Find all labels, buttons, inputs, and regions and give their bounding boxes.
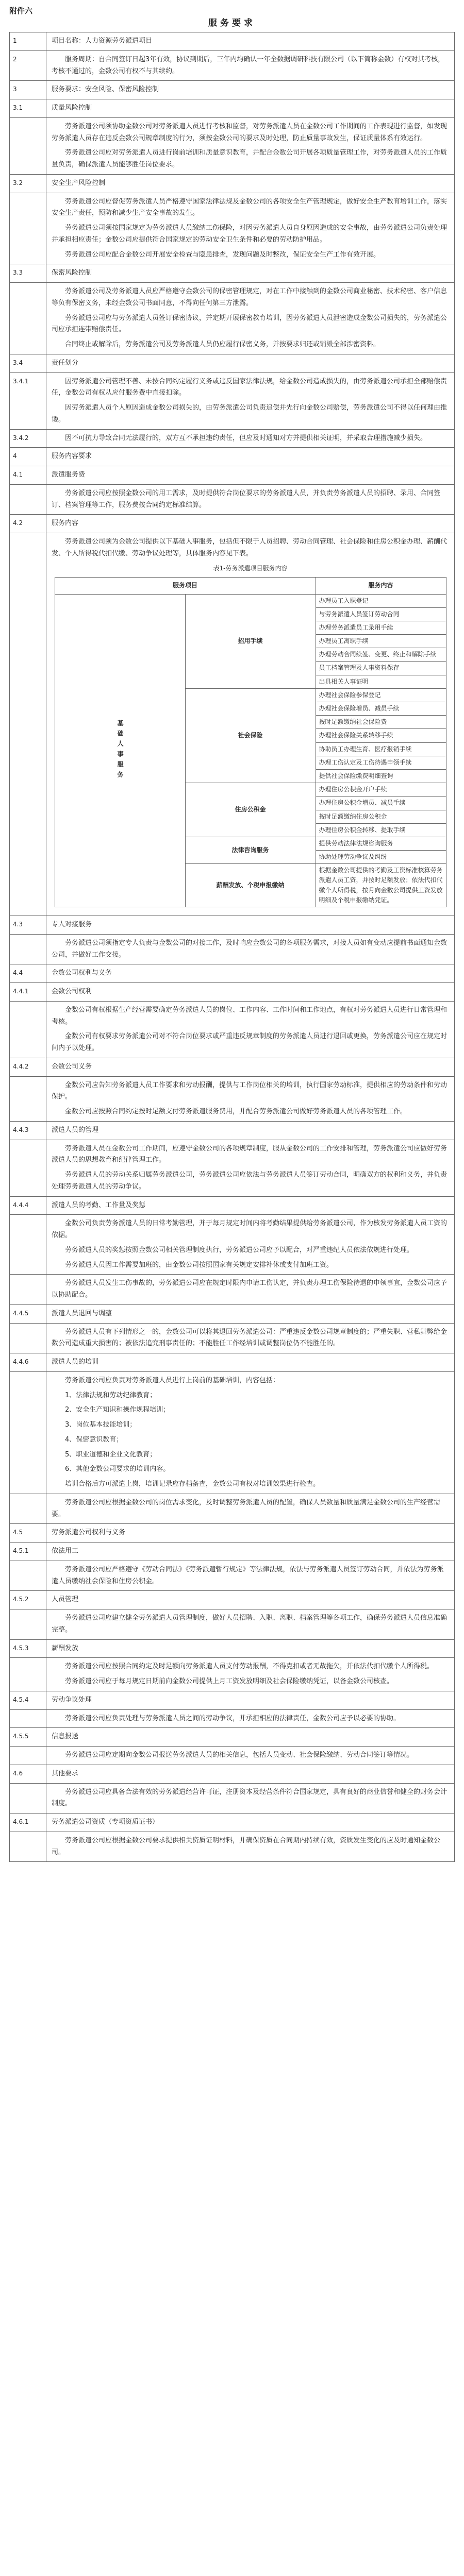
section-number: 3.2: [10, 174, 46, 193]
section-content: [46, 484, 455, 515]
section-content: [46, 1275, 455, 1305]
requirement-row: [10, 174, 455, 193]
section-heading: 派遣人员的管理: [52, 1126, 99, 1134]
paragraph: 劳务派遣公司应与劳务派遣人员签订保密协议，并定期开展保密教育培训，因劳务派遣人员泄密造成金数公司损失的，劳务派遣公司应承担连带赔偿责任。: [52, 314, 448, 334]
paragraph: 劳务派遣人员的劳动关系归属劳务派遣公司，劳务派遣公司应依法与劳务派遣人员签订劳动合同，明确双方的权利和义务，并负责处理劳务派遣人员的劳动争议。: [52, 1171, 448, 1191]
requirement-row: [10, 1076, 455, 1121]
section-content: [46, 1121, 455, 1140]
section-content: [46, 916, 455, 935]
section-content: [46, 117, 455, 174]
paragraph: 劳务派遣公司应按照金数公司的用工需求，及时提供符合岗位要求的劳务派遣人员，并负责劳务派遣人员的招聘、录用、合同签订、档案管理等工作，服务费按合同约定标准结算。: [52, 489, 441, 509]
section-number: 3.1: [10, 99, 46, 118]
requirement-row: [10, 1275, 455, 1305]
section-content: [46, 1196, 455, 1215]
section-heading: 服务内容要求: [52, 452, 92, 461]
section-content: [46, 1747, 455, 1765]
section-content: [46, 1658, 455, 1691]
requirement-row: [10, 916, 455, 935]
section-number: 4.5.2: [10, 1591, 46, 1609]
paragraph: 金数公司应按照合同约定按时足额支付劳务派遣服务费用，并配合劳务派遣公司做好劳务派遣人员的各项管理工作。: [65, 1108, 407, 1115]
requirement-row: [10, 448, 455, 466]
service-item: 办理社会保险参保登记: [316, 688, 446, 702]
requirement-row: [10, 1543, 455, 1561]
section-number: 3: [10, 81, 46, 99]
section-heading: 薪酬发放: [52, 1644, 79, 1652]
section-content: [46, 1140, 455, 1196]
requirement-row: [10, 1747, 455, 1765]
section-heading: 劳务派遣公司资质（专项资质证书）: [52, 1818, 159, 1826]
section-content: [46, 1765, 455, 1783]
section-heading: 金数公司义务: [52, 1062, 92, 1071]
requirement-row: [10, 50, 455, 81]
requirement-row: [10, 1323, 455, 1353]
requirement-row: [10, 81, 455, 99]
section-content: [46, 32, 455, 51]
section-heading: 项目名称：人力资源劳务派遣项目: [52, 37, 153, 45]
paragraph: 劳务派遣公司应根据金数公司要求提供相关资质证明材料，并确保资质在合同期内持续有效，资质发生变化的应及时通知金数公司。: [52, 1836, 441, 1856]
section-number: [10, 1709, 46, 1728]
requirement-row: [10, 1001, 455, 1058]
requirement-row: [10, 1215, 455, 1275]
paragraph: 劳务派遣公司应定期向金数公司报送劳务派遣人员的相关信息，包括人员变动、社会保险缴纳、劳动合同签订等情况。: [65, 1751, 414, 1759]
section-content: [46, 1215, 455, 1275]
requirement-row: [10, 354, 455, 372]
service-item: 提供社会保险缴费明细查询: [316, 769, 446, 783]
paragraph: 劳务派遣人员有下列情形之一的，金数公司可以将其退回劳务派遣公司：严重违反金数公司规章制度的；严重失职、营私舞弊给金数公司造成重大损害的；被依法追究刑事责任的；不能胜任工作经培训或调整岗位仍不能胜任的。: [52, 1328, 448, 1348]
requirement-row: [10, 983, 455, 1002]
section-content: [46, 1524, 455, 1543]
requirement-row: [10, 1691, 455, 1709]
column-header: 服务项目: [55, 577, 316, 594]
section-heading: 派遣人员退回与调整: [52, 1309, 112, 1317]
requirements-table: [9, 32, 455, 1862]
paragraph: 劳务派遣人员发生工伤事故的，劳务派遣公司应在规定时限内申请工伤认定，并负责办理工伤保险待遇的申领事宜，金数公司应予以协助配合。: [52, 1279, 448, 1299]
paragraph: 培训合格后方可派遣上岗，培训记录应存档备查，金数公司有权对培训效果进行检查。: [65, 1480, 320, 1488]
section-number: [10, 1494, 46, 1524]
requirement-row: [10, 1765, 455, 1783]
section-content: [46, 934, 455, 964]
requirement-row: [10, 1591, 455, 1609]
section-number: 4.4.3: [10, 1121, 46, 1140]
section-content: [46, 1639, 455, 1658]
section-heading: 派遣服务费: [52, 471, 86, 479]
requirement-row: [10, 1058, 455, 1076]
service-category: 住房公积金: [185, 783, 316, 837]
paragraph: 劳务派遣公司应具备合法有效的劳务派遣经营许可证，注册资本及经营条件符合国家规定，具有良好的商业信誉和健全的财务会计制度。: [52, 1788, 448, 1808]
requirement-row: [10, 99, 455, 118]
section-number: 4: [10, 448, 46, 466]
section-number: [10, 1609, 46, 1640]
paragraph: 劳务派遣公司应负责处理与劳务派遣人员之间的劳动争议，并承担相应的法律责任，金数公司应予以必要的协助。: [65, 1714, 401, 1722]
paragraph: 因劳务派遣人员个人原因造成金数公司损失的，由劳务派遣公司负责追偿并先行向金数公司赔偿，劳务派遣公司不得以任何理由推诿。: [52, 404, 448, 423]
section-content: [46, 1304, 455, 1323]
service-item: 提供劳动法律法规咨询服务: [316, 837, 446, 850]
section-content: [46, 983, 455, 1002]
section-number: [10, 1001, 46, 1058]
section-heading: 派遣人员的考勤、工作量及奖惩: [52, 1201, 146, 1209]
paragraph: 劳务派遣公司须协助金数公司对劳务派遣人员进行考核和监督，对劳务派遣人员在金数公司工作期间的工作表现进行监督，如发现劳务派遣人员存在违反金数公司规章制度的行为，须按金数公司的要求及时处理，防止质量事故发生，保证质量体系有效运行。: [52, 122, 448, 142]
requirement-row: [10, 1121, 455, 1140]
service-item: 办理社会保险关系转移手续: [316, 729, 446, 742]
paragraph: 6、其他金数公司要求的培训内容。: [65, 1465, 170, 1473]
service-item: 办理员工入职登记: [316, 594, 446, 607]
section-number: [10, 193, 46, 264]
service-item: 按时足额缴纳住房公积金: [316, 810, 446, 823]
section-content: [46, 264, 455, 283]
requirement-row: [10, 1709, 455, 1728]
section-number: 3.4.1: [10, 372, 46, 429]
section-content: [46, 1001, 455, 1058]
section-content: [46, 533, 455, 916]
section-content: [46, 515, 455, 533]
requirement-row: [10, 964, 455, 983]
requirement-row: [10, 466, 455, 485]
service-item: 出具相关人事证明: [316, 675, 446, 688]
section-number: [10, 1783, 46, 1814]
requirement-row: [10, 1371, 455, 1494]
section-number: 4.5.1: [10, 1543, 46, 1561]
section-number: [10, 1140, 46, 1196]
paragraph: 1、法律法规和劳动纪律教育；: [65, 1391, 157, 1399]
service-category: 法律咨询服务: [185, 837, 316, 863]
section-heading: 金数公司权利与义务: [52, 969, 112, 977]
section-number: [10, 533, 46, 916]
section-number: 4.5.5: [10, 1728, 46, 1747]
section-number: 4.3: [10, 916, 46, 935]
section-number: [10, 934, 46, 964]
service-item: 办理劳动合同续签、变更、终止和解除手续: [316, 648, 446, 662]
section-number: 4.5.3: [10, 1639, 46, 1658]
service-item: 与劳务派遣人员签订劳动合同: [316, 607, 446, 621]
paragraph: 劳务派遣公司应建立健全劳务派遣人员管理制度，做好人员招聘、入职、离职、档案管理等各项工作，确保劳务派遣人员信息准确完整。: [52, 1614, 448, 1634]
paragraph: 劳务派遣公司及劳务派遣人员应严格遵守金数公司的保密管理规定，对在工作中接触到的金数公司商业秘密、技术秘密、客户信息等负有保密义务，未经金数公司书面同意，不得向任何第三方泄露。: [52, 287, 448, 307]
paragraph: 劳务派遣公司应负责对劳务派遣人员进行上岗前的基础培训，内容包括：: [65, 1376, 280, 1384]
paragraph: 劳务派遣人员的奖惩按照金数公司相关管理制度执行，劳务派遣公司应予以配合，对严重违纪人员依法依规进行处理。: [65, 1246, 414, 1254]
service-row: [55, 594, 446, 607]
section-number: [10, 1371, 46, 1494]
service-item: 办理工伤认定及工伤待遇申领手续: [316, 756, 446, 769]
requirement-row: [10, 1639, 455, 1658]
section-heading: 依法用工: [52, 1547, 79, 1555]
requirement-row: [10, 372, 455, 429]
paragraph: 金数公司有权根据生产经营需要确定劳务派遣人员的岗位、工作内容、工作时间和工作地点，有权对劳务派遣人员进行日常管理和考核。: [52, 1006, 448, 1026]
section-content: [46, 283, 455, 354]
section-number: 4.5.4: [10, 1691, 46, 1709]
section-heading: 质量风险控制: [52, 104, 92, 112]
section-content: [46, 1691, 455, 1709]
paragraph: 劳务派遣公司应严格遵守《劳动合同法》《劳务派遣暂行规定》等法律法规，依法与劳务派遣人员签订劳动合同，并依法为劳务派遣人员缴纳社会保险和住房公积金。: [52, 1565, 444, 1585]
section-number: 4.4: [10, 964, 46, 983]
section-content: [46, 81, 455, 99]
section-heading: 派遣人员的培训: [52, 1358, 99, 1366]
section-content: [46, 1814, 455, 1832]
section-number: [10, 1275, 46, 1305]
section-content: [46, 466, 455, 485]
section-content: [46, 448, 455, 466]
service-category: 招用手续: [185, 594, 316, 688]
paragraph: 金数公司有权要求劳务派遣公司对不符合岗位要求或严重违反规章制度的劳务派遣人员进行退回或更换，劳务派遣公司应在规定时间内予以处理。: [52, 1032, 448, 1052]
requirement-row: [10, 193, 455, 264]
section-number: 3.4.2: [10, 429, 46, 448]
section-content: [46, 964, 455, 983]
section-number: [10, 484, 46, 515]
section-content: [46, 1561, 455, 1591]
section-heading: 人员管理: [52, 1596, 79, 1604]
section-content: [46, 1709, 455, 1728]
requirement-row: [10, 515, 455, 533]
service-item: 办理劳务派遣员工录用手续: [316, 621, 446, 634]
paragraph: 劳务派遣公司应对劳务派遣人员进行岗前培训和质量意识教育，并配合金数公司开展各项质量管理工作，对劳务派遣人员的工作质量负责，确保派遣人员能够胜任岗位要求。: [52, 149, 448, 168]
section-content: [46, 372, 455, 429]
requirement-row: [10, 283, 455, 354]
section-number: [10, 1747, 46, 1765]
section-number: 4.6.1: [10, 1814, 46, 1832]
paragraph: 劳务派遣公司须按国家规定为劳务派遣人员缴纳工伤保险，对因劳务派遣人员自身原因造成的安全事故，由劳务派遣公司负责处理并承担相应责任；金数公司应提供符合国家规定的劳动安全卫生条件和必要的劳动防护用品。: [52, 224, 448, 244]
section-content: [46, 50, 455, 81]
requirement-row: [10, 1524, 455, 1543]
service-category: 薪酬发放、个税申报缴纳: [185, 864, 316, 907]
section-heading: 服务要求：安全风险、保密风险控制: [52, 86, 159, 94]
requirement-row: [10, 533, 455, 916]
service-item: 办理住房公积金转移、提取手续: [316, 823, 446, 837]
section-number: 4.1: [10, 466, 46, 485]
section-number: 4.4.5: [10, 1304, 46, 1323]
section-content: [46, 1076, 455, 1121]
requirement-row: [10, 429, 455, 448]
section-heading: 安全生产风险控制: [52, 179, 106, 187]
section-content: [46, 99, 455, 118]
section-number: 1: [10, 32, 46, 51]
service-item: 办理住房公积金开户手续: [316, 783, 446, 796]
section-content: [46, 1591, 455, 1609]
section-content: [46, 1371, 455, 1494]
paragraph: 合同终止或解除后，劳务派遣公司及劳务派遣人员仍应履行保密义务，并按要求归还或销毁全部涉密资料。: [65, 341, 380, 348]
section-content: [46, 1728, 455, 1747]
requirement-row: [10, 1783, 455, 1814]
service-item: 员工档案管理及人事资料保存: [316, 662, 446, 675]
section-number: [10, 1658, 46, 1691]
service-category: 社会保险: [185, 688, 316, 783]
section-number: 4.4.1: [10, 983, 46, 1002]
section-number: 2: [10, 50, 46, 81]
section-content: [46, 1543, 455, 1561]
section-number: 4.4.2: [10, 1058, 46, 1076]
document-header: [0, 0, 464, 32]
section-content: [46, 1058, 455, 1076]
service-item: 办理住房公积金增员、减员手续: [316, 796, 446, 810]
paragraph: 服务周期：自合同签订日起3年有效，协议到期后，三年内均确认一年全数据调研科技有限公司（以下简称金数）有权对其考核，考核不通过的，金数公司有权不与其续约。: [52, 55, 445, 75]
service-item: 协助员工办理生育、医疗报销手续: [316, 742, 446, 756]
section-content: [46, 1494, 455, 1524]
section-number: [10, 117, 46, 174]
service-table: [55, 577, 446, 908]
paragraph: 金数公司负责劳务派遣人员的日常考勤管理，并于每月规定时间内将考勤结果提供给劳务派遣公司，作为核发劳务派遣人员工资的依据。: [52, 1219, 448, 1239]
paragraph: 劳务派遣人员因工作需要加班的，由金数公司按照国家有关规定安排补休或支付加班工资。: [65, 1261, 334, 1269]
service-item: 办理社会保险增员、减员手续: [316, 702, 446, 716]
requirement-row: [10, 1196, 455, 1215]
requirement-row: [10, 1140, 455, 1196]
section-content: [46, 1353, 455, 1372]
paragraph: 4、保密意识教育；: [65, 1435, 123, 1444]
section-heading: 责任划分: [52, 359, 79, 367]
paragraph: 劳务派遣公司应按照合同约定及时足额向劳务派遣人员支付劳动报酬，不得克扣或者无故拖欠，并依法代扣代缴个人所得税。: [65, 1663, 434, 1671]
section-number: 4.2: [10, 515, 46, 533]
paragraph: 劳务派遣公司应根据金数公司的岗位需求变化，及时调整劳务派遣人员的配置，确保人员数量和质量满足金数公司的生产经营需要。: [52, 1498, 441, 1518]
paragraph: 2、安全生产知识和操作规程培训；: [65, 1406, 170, 1414]
paragraph: 5、职业道德和企业文化教育；: [65, 1450, 157, 1459]
page-title: 服务要求: [208, 18, 256, 28]
paragraph: 3、岗位基本技能培训；: [65, 1421, 137, 1429]
section-heading: 保密风险控制: [52, 269, 92, 277]
service-table-wrapper: [52, 563, 449, 908]
section-content: [46, 354, 455, 372]
service-item: 根据金数公司提供的考勤及工资标准核算劳务派遣人员工资，并按时足额发放；依法代扣代缴个人所得税，按月向金数公司提供工资发放明细及个税申报缴纳凭证。: [316, 864, 446, 907]
section-content: [46, 429, 455, 448]
paragraph: 金数公司应告知劳务派遣人员工作要求和劳动报酬，提供与工作岗位相关的培训，执行国家劳动标准，提供相应的劳动条件和劳动保护。: [52, 1081, 448, 1101]
section-number: [10, 1076, 46, 1121]
requirement-row: [10, 1814, 455, 1832]
main-category: 基础人事服务: [55, 594, 185, 907]
section-number: 3.4: [10, 354, 46, 372]
section-number: [10, 1561, 46, 1591]
section-number: [10, 1215, 46, 1275]
section-heading: 专人对接服务: [52, 921, 92, 928]
section-number: [10, 1832, 46, 1862]
section-content: [46, 1783, 455, 1814]
requirement-row: [10, 1353, 455, 1372]
service-item: 办理员工离职手续: [316, 635, 446, 648]
service-item: 协助处理劳动争议及纠纷: [316, 851, 446, 864]
section-number: 4.5: [10, 1524, 46, 1543]
section-heading: 劳动争议处理: [52, 1696, 92, 1704]
paragraph: 因不可抗力导致合同无法履行的，双方互不承担违约责任，但应及时通知对方并提供相关证明，并采取合理措施减少损失。: [65, 434, 427, 442]
requirement-row: [10, 934, 455, 964]
section-number: [10, 1323, 46, 1353]
requirement-row: [10, 1658, 455, 1691]
section-heading: 金数公司权利: [52, 988, 92, 995]
section-heading: 其他要求: [52, 1769, 79, 1777]
section-content: [46, 174, 455, 193]
paragraph: 因劳务派遣公司管理不善、未按合同约定履行义务或违反国家法律法规，给金数公司造成损失的，由劳务派遣公司承担全部赔偿责任，金数公司有权从应付服务费中直接扣除。: [52, 377, 448, 397]
attachment-label: 附件六: [9, 6, 33, 15]
requirement-row: [10, 1561, 455, 1591]
requirement-row: [10, 484, 455, 515]
paragraph: 劳务派遣公司应于每月规定日期前向金数公司提供上月工资发放明细及社会保险缴纳凭证，以备金数公司核查。: [65, 1677, 394, 1685]
service-item: 按时足额缴纳社会保险费: [316, 716, 446, 729]
requirement-row: [10, 1728, 455, 1747]
section-content: [46, 1323, 455, 1353]
service-table-caption: 表1-劳务派遣项目服务内容: [213, 564, 288, 572]
section-number: 4.4.4: [10, 1196, 46, 1215]
section-number: 4.6: [10, 1765, 46, 1783]
paragraph: 劳务派遣公司须为金数公司提供以下基础人事服务，包括但不限于人员招聘、劳动合同管理、社会保险和住房公积金办理、薪酬代发、个人所得税代扣代缴、劳动争议处理等，具体服务内容见下表。: [52, 538, 448, 557]
paragraph: 劳务派遣公司应督促劳务派遣人员严格遵守国家法律法规及金数公司的各项安全生产管理规定，做好安全生产教育培训工作，落实安全生产责任，预防和减少生产安全事故的发生。: [52, 197, 448, 217]
paragraph: 劳务派遣公司应配合金数公司开展安全检查与隐患排查，发现问题及时整改，保证安全生产工作有效开展。: [65, 250, 380, 259]
section-number: [10, 283, 46, 354]
section-heading: 信息报送: [52, 1733, 79, 1741]
section-content: [46, 1832, 455, 1862]
section-content: [46, 1609, 455, 1640]
requirement-row: [10, 32, 455, 51]
requirement-row: [10, 1494, 455, 1524]
section-number: 3.3: [10, 264, 46, 283]
requirement-row: [10, 1609, 455, 1640]
requirement-row: [10, 117, 455, 174]
requirement-row: [10, 264, 455, 283]
paragraph: 劳务派遣人员在金数公司工作期间，应遵守金数公司的各项规章制度，服从金数公司的工作安排和管理，劳务派遣公司应做好劳务派遣人员的思想教育和纪律管理工作。: [52, 1144, 448, 1164]
requirement-row: [10, 1304, 455, 1323]
section-content: [46, 193, 455, 264]
paragraph: 劳务派遣公司须指定专人负责与金数公司的对接工作，及时响应金数公司的各项服务需求，对接人员如有变动应提前书面通知金数公司，并做好工作交接。: [52, 939, 448, 959]
section-number: 4.4.6: [10, 1353, 46, 1372]
requirement-row: [10, 1832, 455, 1862]
column-header: 服务内容: [316, 577, 446, 594]
section-heading: 劳务派遣公司权利与义务: [52, 1529, 126, 1537]
section-heading: 服务内容: [52, 519, 79, 528]
